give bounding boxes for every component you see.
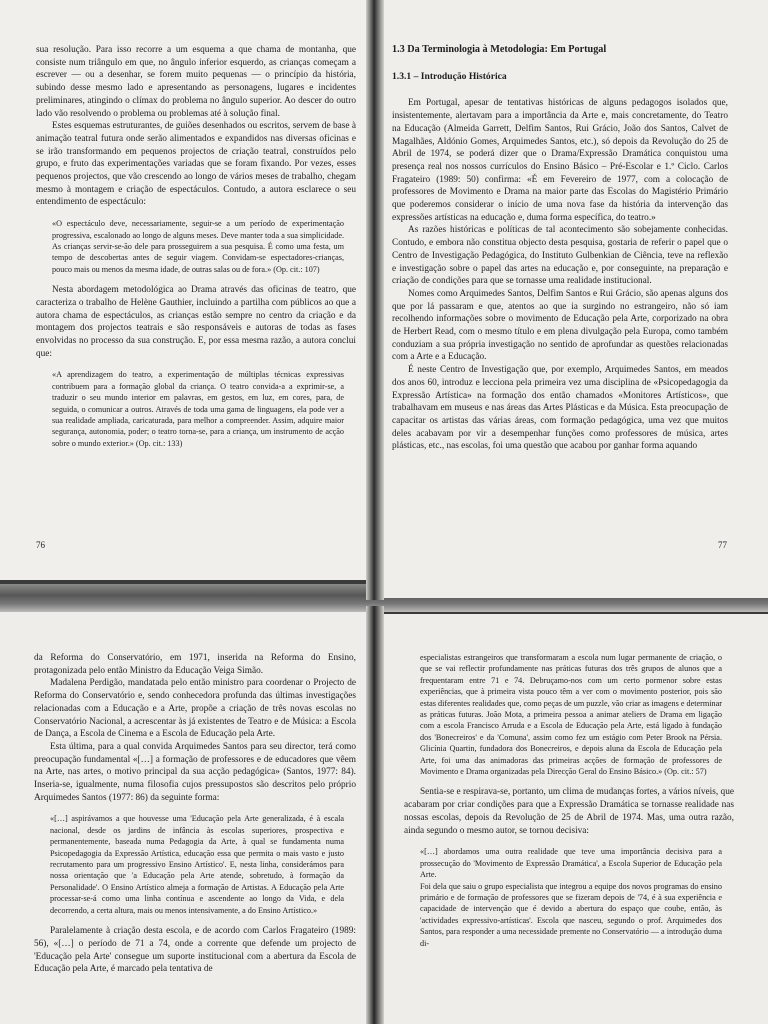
block-quote: «[…] abordamos uma outra realidade que teve uma importância decisiva para a prossecução do 'Movimento de Expressão Dramática', a Escola Superior de Educação pela Arte.	[420, 847, 722, 880]
block-quote: «A aprendizagem do teatro, a experimentação de múltiplas técnicas expressivas contribuem para a formação global da criança. O teatro convida-a a exprimir-se, a traduzir o seu mundo interior em palavras, em gestos, em luz, em cores, para, de seguida, o comunicar a outros. Através de toda uma gama de linguagens, ela pode ver a sua realidade ampliada, caricaturada, para melhor a compreender. Assim, adquire maior segurança, autonomia, poder; o teatro torna-se, para a criança, um instrumento de acção sobre o mundo exterior.» (Op. cit.: 133)	[52, 370, 344, 448]
book-gutter	[366, 0, 384, 600]
page-number: 77	[718, 540, 727, 550]
block-quote: «O espectáculo deve, necessariamente, seguir-se a um período de experimentação progressiva, escalonado ao longo de alguns meses. Deve manter toda a sua simplicidade. As crianças servir-se-ão dele para prosseguirem a sua pesquisa. É como uma festa, um tempo de descobertas antes de seguir viagem. Convidam-se espectadores-crianças, pouco mais ou menos da mesma idade, de outras salas ou de fora.» (Op. cit.: 107)	[52, 219, 344, 274]
paragraph: Nesta abordagem metodológica ao Drama através das oficinas de teatro, que caracteriza o trabalho de Helène Gauthier, incluindo a partilha com públicos ao que a autora chama de espectáculos, as crianças estão sempre no centro da criação e da montagem dos projectos teatrais e são responsáveis e autoras de todas as fases envolvidas no processo da sua construção. E, por essa mesma razão, a autora conclui que:	[36, 285, 356, 359]
paragraph: Em Portugal, apesar de tentativas históricas de alguns pedagogos isolados que, insistentemente, alertavam para a importância da Arte e, mais concretamente, do Teatro na Educação (Almeida Garrett, Delfim Santos, Rui Grácio, João dos Santos, Calvet de Magalhães, Aldónio Gomes, Arquimedes Santos, etc.), só depois da Revolução do 25 de Abril de 1974, se poderá dizer que o Drama/Expressão Dramática conquistou uma presença real nos nossos currículos do Ensino Básico – Pré-Escolar e 1.º Ciclo. Carlos Fragateiro (1989: 50) confirma: «É em Fevereiro de 1977, com a colocação de professores de Movimento e Drama na maior parte das Escolas do Magistério Primário que poderemos considerar o início de uma nova fase da história da intervenção das expressões artísticas na educação e, duma forma específica, do teatro.»	[392, 98, 728, 223]
paragraph: Nomes como Arquimedes Santos, Delfim Santos e Rui Grácio, são apenas alguns dos que por lá passaram e que, atentos ao que ia surgindo no estrangeiro, não só iam recolhendo informações sobre o movimento de Educação pela Arte, corporizado na obra de Herbert Read, com o mesmo título e em plena divulgação pela Europa, como também conduziam a sua própria investigação no sentido de aprofundar as questões relacionadas com a Arte e a Educação.	[392, 288, 728, 363]
paragraph: da Reforma do Conservatório, em 1971, inserida na Reforma do Ensino, protagonizada pelo então Ministro da Educação Veiga Simão.	[34, 653, 356, 676]
page-78-body	[34, 652, 356, 976]
page-76-body	[36, 44, 356, 458]
paragraph: É neste Centro de Investigação que, por exemplo, Arquimedes Santos, em meados dos anos 60, introduz e lecciona pela primeira vez uma disciplina de «Psicopedagogia da Expressão Artística» na formação dos então chamados «Monitores Artísticos», que trabalhavam em museus e nas áreas das Artes Plásticas e da Música. Esta preocupação de capacitar os artistas das várias áreas, com formação pedagógica, uma vez que muitos deles acabavam por vir a desempenhar funções como professores de música, artes plásticas, etc., nas escolas, foi uma questão que acabou por ganhar forma aquando	[392, 365, 728, 452]
block-quote: «[…] aspirávamos a que houvesse uma 'Educação pela Arte generalizada, é à escala nacional, desde os jardins de infância às escolas superiores, prospectiva e permanentemente, baseada numa Pedagogia da Arte, à qual se fundamenta numa Psicopedagogia da Expressão Artística, educação essa que permita o mais vasto e justo recrutamento para um progressivo Ensino Artístico'. E, nesta linha, considerámos para nossa orientação que 'a Educação pela Arte atende, sobretudo, à formação da Personalidade'. O Ensino Artístico almeja a formação de Artistas. A Educação pela Arte processar-se-á como uma linha contínua e ascendente ao longo da Vida, e dela decorrendo, a certa altura, mais ou menos intensivamente, a do Ensino Artístico.»	[50, 814, 344, 915]
page-79-body	[404, 652, 734, 958]
section-heading: 1.3 Da Terminologia à Metodologia: Em Portugal	[392, 44, 607, 55]
paragraph: Sentia-se e respirava-se, portanto, um clima de mudanças fortes, a vários níveis, que acabaram por criar condições para que a Expressão Dramática se tornasse realidade nas nossas escolas, depois da Revolução de 25 de Abril de 1974. Mas, uma outra razão, ainda segundo o mesmo autor, se tornou decisiva:	[404, 787, 734, 836]
paragraph: Paralelamente à criação desta escola, e de acordo com Carlos Fragateiro (1989: 56), «[…] o período de 71 a 74, onde a corrente que defende um projecto de 'Educação pela Arte' consegue um suporte institucional com a abertura da Escola de Educação pela Arte, é marcado pela tentativa de	[34, 926, 356, 975]
page-77-body	[392, 44, 728, 453]
block-quote: Foi dela que saiu o grupo especialista que integrou a equipe dos novos programas do ensino primário e de formação de professores que se fizeram depois de '74, é à sua experiência e capacidade de intervenção que é devido a abertura do espaço que coube, então, às 'actividades expressivo-artísticas'. Escola que nasceu, segundo o prof. Arquimedes dos Santos, para responder a uma necessidade premente no Conservatório — a introdução duma di-	[420, 881, 722, 948]
paragraph: Esta última, para a qual convida Arquimedes Santos para seu director, terá como preocupação fundamental «[…] a formação de professores e de educadores que vêem na Arte, nas artes, o motivo principal da sua acção pedagógica» (Santos, 1977: 84). Inseria-se, igualmente, numa filosofia cujos pressupostos são descritos pelo próprio Arquimedes Santos (1977: 86) da seguinte forma:	[34, 741, 356, 803]
page-number: 76	[36, 540, 45, 550]
page-79	[378, 614, 768, 1024]
page-78	[0, 612, 372, 1024]
paragraph: As razões históricas e políticas de tal acontecimento são sobejamente conhecidas. Contudo, e embora não constitua objecto desta pesquisa, gostaria de referir o papel que o Centro de Investigação Pedagógica, do Instituto Gulbenkian de Ciência, teve na reflexão e investigação sobre o papel das artes na educação e, por conseguinte, na preparação e criação de condições para que se tornasse uma realidade institucional.	[392, 225, 728, 287]
paragraph: Madalena Perdigão, mandatada pelo então ministro para coordenar o Projecto de Reforma do Conservatório e, sendo conhecedora profunda das últimas investigações relacionadas com a Educação e a Arte, propõe a criação de três novas escolas no Conservatório Nacional, a acrescentar às já existentes de Teatro e de Música: a Escola de Dança, a Escola de Cinema e a Escola de Educação pela Arte.	[34, 678, 356, 740]
paragraph: Estes esquemas estruturantes, de guiões desenhados ou escritos, servem de base à animação teatral futura onde serão alimentados e expandidos nas diversas oficinas e se irão transformando em pequenos projectos de criação teatral, construídos pelo grupo, e fruto das experimentações variadas que se foram fixando. Por vezes, esses pequenos projectos, que vão crescendo ao longo de vários meses de trabalho, chegam mesmo à montagem e criação de espectáculos. Contudo, a autora esclarece o seu entendimento de espectáculo:	[36, 121, 356, 208]
page-77	[378, 0, 768, 598]
book-gutter	[366, 606, 384, 1024]
block-quote: especialistas estrangeiros que transformaram a escola num lugar permanente de criação, o que se vai reflectir profundamente nas práticas futuras dos três grupos de alunos que a frequentaram entre 71 e 74. Debruçamo-nos com um certo pormenor sobre estas experiências, que à primeira vista pouco têm a ver com o movimento posterior, pois são estas diferentes realidades que, como peças de um puzzle, vão criar as imagens e determinar as práticas futuras. João Mota, a primeira pessoa a animar ateliers de Drama em ligação com a escola Francisco Arruda e a Escola de Educação pela Arte, está ligado à fundação dos 'Bonecreiros' e da 'Comuna', assim como fez um estágio com Peter Brook na Pérsia. Glicínia Quartin, fundadora dos Bonecreiros, e depois aluna da Escola de Educação pela Arte, foi uma das animadoras das primeiras acções de formação de professores de Movimento e Drama organizadas pela Direcção Geral do Ensino Básico.» (Op. cit.: 57)	[420, 653, 722, 777]
page-76	[0, 0, 372, 580]
paragraph: sua resolução. Para isso recorre a um esquema a que chama de montanha, que consiste num triângulo em que, no ângulo inferior esquerdo, as crianças começam a escrever — ou a desenhar, se forem muito pequenas — o princípio da história, subindo desse mesmo lado e apresentando as personagens, lugares e incidentes preliminares, atingindo o clímax do problema no ângulo superior. Ao descer do outro lado vão resolvendo o problema ou problemas até à solução final.	[36, 45, 356, 119]
subsection-heading: 1.3.1 – Introdução Histórica	[392, 70, 507, 82]
